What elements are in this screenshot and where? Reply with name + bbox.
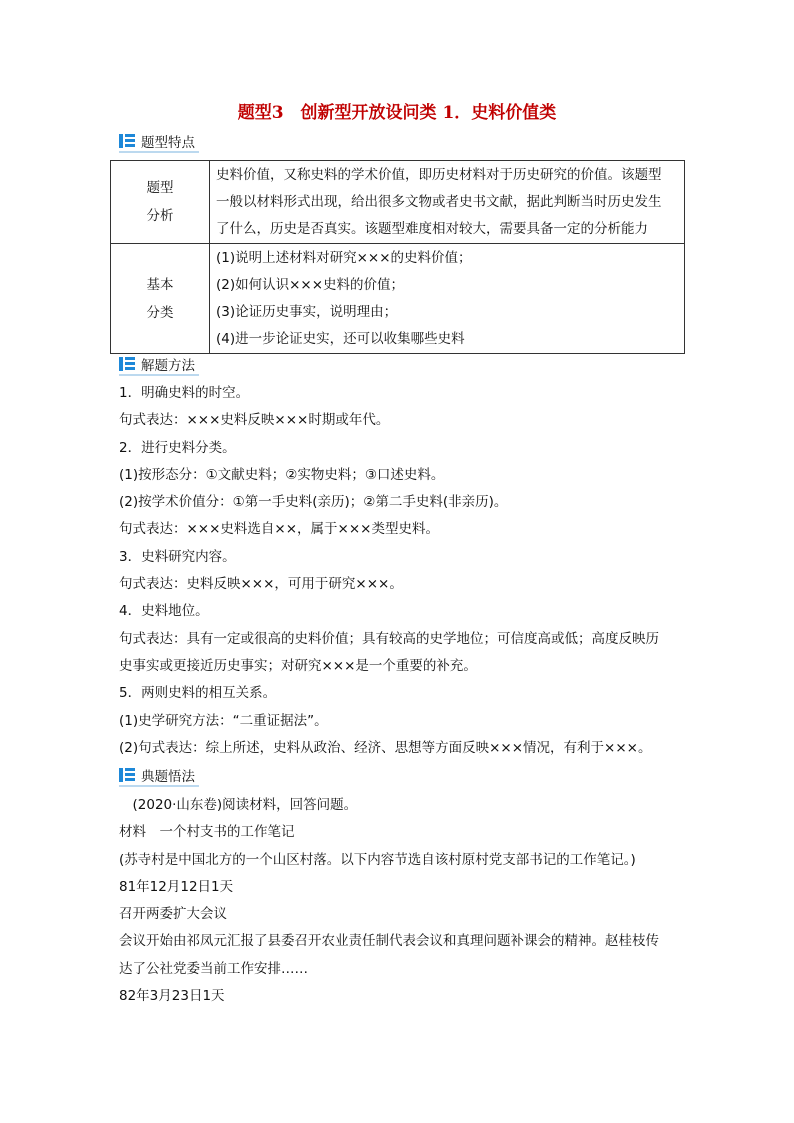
text-line: 3．史料研究内容。 — [119, 548, 236, 565]
text-line: 4．史料地位。 — [119, 603, 209, 620]
text-line: 达了公社党委当前工作安排…… — [119, 960, 308, 977]
cell-line: (3)论证历史事实，说明理由； — [216, 303, 398, 320]
text-line: (2)句式表达：综上所述，史料从政治、经济、思想等方面反映×××情况，有利于×××。 — [119, 739, 652, 756]
text-line: 句式表达：具有一定或很高的史料价值；具有较高的史学地位；可信度高或低；高度反映历 — [119, 630, 659, 647]
page-title: 题型3 创新型开放设问类 1．史料价值类 — [237, 103, 557, 123]
text-line: (苏寺村是中国北方的一个山区村落。以下内容节选自该村原村党支部书记的工作笔记。) — [119, 851, 636, 868]
row-content — [210, 244, 685, 354]
cell-line: 一般以材料形式出现，给出很多文物或者史书文献，据此判断当时历史发生 — [216, 193, 662, 210]
section-header-features — [119, 131, 199, 153]
text-line: 材料 一个村支书的工作笔记 — [119, 824, 295, 841]
text-line: (2020·山东卷)阅读材料，回答问题。 — [119, 797, 358, 813]
text-line: 句式表达：×××史料选自××，属于×××类型史料。 — [119, 521, 439, 538]
text-line: 会议开始由祁凤元汇报了县委召开农业责任制代表会议和真理问题补课会的精神。赵桂枝传 — [119, 933, 659, 950]
section-list-icon — [119, 134, 135, 148]
text-line: 句式表达：×××史料反映×××时期或年代。 — [119, 412, 390, 429]
row-content — [210, 161, 685, 244]
header-line: 分类 — [146, 304, 174, 321]
cell-line: (2)如何认识×××史料的价值； — [216, 276, 405, 293]
section-list-icon — [119, 768, 135, 782]
cell-line: 了什么，历史是否真实。该题型难度相对较大，需要具备一定的分析能力 — [216, 220, 648, 237]
cell-line: (1)说明上述材料对研究×××的史料价值； — [216, 249, 472, 266]
text-line: 82年3月23日1天 — [119, 988, 225, 1005]
section-title: 解题方法 — [141, 358, 195, 374]
text-line: 句式表达：史料反映×××，可用于研究×××。 — [119, 576, 403, 593]
row-header — [111, 244, 210, 354]
text-line: (1)史学研究方法：“二重证据法”。 — [119, 712, 328, 729]
text-line: 召开两委扩大会议 — [119, 906, 227, 923]
cell-line: 史料价值，又称史料的学术价值，即历史材料对于历史研究的价值。该题型 — [216, 166, 662, 183]
section-header-example — [119, 765, 199, 787]
section-title: 题型特点 — [141, 135, 195, 151]
text-line: 史事实或更接近历史事实；对研究×××是一个重要的补充。 — [119, 657, 477, 674]
text-line: 81年12月12日1天 — [119, 878, 234, 895]
header-line: 分析 — [146, 208, 174, 224]
example-text — [119, 792, 659, 1010]
text-line: (1)按形态分：①文献史料；②实物史料；③口述史料。 — [119, 466, 445, 483]
header-line: 基本 — [146, 276, 174, 293]
cell-line: (4)进一步论证史实，还可以收集哪些史料 — [216, 330, 465, 347]
features-table — [110, 160, 685, 354]
text-line: 5．两则史料的相互关系。 — [119, 685, 277, 702]
text-line: 2．进行史料分类。 — [119, 439, 236, 456]
section-title: 典题悟法 — [141, 769, 195, 785]
section-header-method — [119, 354, 199, 376]
header-line: 题型 — [146, 180, 174, 196]
text-line: 1．明确史料的时空。 — [119, 385, 250, 401]
table-row — [111, 161, 685, 244]
text-line: (2)按学术价值分：①第一手史料(亲历)；②第二手史料(非亲历)。 — [119, 494, 508, 511]
section-list-icon — [119, 357, 135, 371]
row-header — [111, 161, 210, 244]
table-row — [111, 244, 685, 354]
method-text — [119, 380, 659, 762]
